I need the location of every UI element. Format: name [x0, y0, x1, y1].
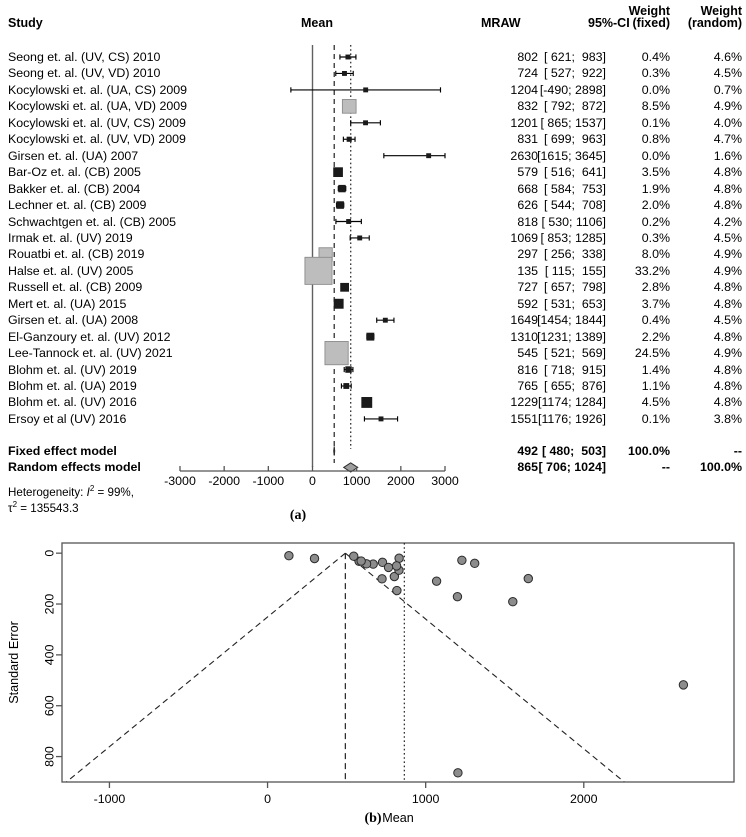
forest-row-ci: [ 621; 983] [543, 50, 606, 64]
forest-row-weight-random: 4.9% [713, 263, 742, 278]
forest-row-study-label: Blohm et. al. (UV) 2016 [8, 395, 137, 410]
forest-row-study-label: Kocylowski et. al. (UA, CS) 2009 [8, 82, 188, 97]
forest-row-estimate [337, 202, 344, 209]
forest-row-weight-fixed: 0.8% [641, 132, 670, 147]
forest-row-ci: [ 516; 641] [543, 165, 606, 180]
funnel-y-axis-title: Standard Error [7, 621, 21, 704]
forest-summary-ci: [ 706; 1024] [538, 460, 606, 475]
forest-summary-diamond [334, 446, 335, 455]
forest-axis-tick-label: -3000 [164, 474, 196, 489]
forest-row-ci: [1454; 1844] [537, 313, 606, 328]
funnel-data-point [393, 586, 401, 594]
forest-row-mraw: 1649 [510, 313, 538, 328]
funnel-x-axis-title: Mean [382, 811, 414, 825]
funnel-data-point [350, 552, 358, 560]
forest-row-mraw: 727 [517, 280, 538, 295]
forest-row-estimate [325, 341, 348, 364]
forest-row-ci: [1615; 3645] [537, 148, 606, 163]
forest-row-study-label: Girsen et. al. (UA) 2007 [8, 148, 139, 163]
forest-row-weight-random: 4.8% [713, 395, 742, 410]
forest-row-mraw: 592 [517, 296, 538, 311]
forest-row-weight-fixed: 0.2% [641, 214, 670, 229]
forest-row-mraw: 832 [517, 99, 538, 114]
forest-row-study-label: Schwachtgen et. al. (CB) 2005 [8, 214, 177, 229]
forest-row-weight-random: 4.8% [713, 379, 742, 393]
forest-row-estimate [341, 383, 351, 388]
forest-row-mraw: 1069 [510, 230, 538, 245]
forest-row-weight-fixed: 0.0% [641, 148, 670, 163]
forest-row-weight-fixed: 2.2% [641, 329, 670, 344]
forest-row-mraw: 579 [517, 165, 538, 180]
funnel-data-point [378, 575, 386, 583]
forest-row-weight-fixed: 33.2% [634, 263, 670, 278]
forest-row-weight-random: 4.9% [713, 247, 742, 262]
funnel-right-bound [345, 553, 624, 782]
forest-row-ci: [1174; 1284] [538, 395, 606, 410]
forest-summary-weight-random: 100.0% [699, 460, 742, 475]
panel-a-caption: (a) [289, 508, 307, 523]
forest-row-weight-fixed: 0.4% [641, 50, 670, 64]
i-squared-symbol: I [86, 485, 90, 499]
forest-row-estimate [362, 397, 372, 407]
column-header-study: Study [8, 16, 43, 30]
forest-row-study-label: Russell et. al. (CB) 2009 [8, 280, 143, 295]
column-header-mraw: MRAW [481, 16, 521, 30]
forest-row-estimate [367, 333, 374, 340]
forest-row-estimate [351, 120, 381, 125]
forest-row-weight-random: 4.8% [713, 165, 742, 180]
column-header-weight-fixed-line1: Weight [628, 4, 670, 18]
funnel-data-point [310, 554, 318, 562]
forest-row-ci: [ 699; 963] [543, 132, 606, 147]
forest-row-study-label: Bar-Oz et. al. (CB) 2005 [8, 165, 141, 180]
forest-row-ci: [ 865; 1537] [540, 115, 606, 130]
forest-row-estimate [343, 137, 355, 142]
funnel-y-tick-label: 200 [42, 593, 57, 615]
forest-row-weight-random: 4.5% [713, 230, 742, 245]
forest-row-ci: [ 584; 753] [543, 181, 606, 196]
forest-row-weight-fixed: 8.0% [641, 247, 670, 262]
forest-row-weight-fixed: 0.3% [641, 230, 670, 245]
forest-row-mraw: 1229 [510, 395, 538, 410]
forest-row-mraw: 765 [517, 379, 538, 393]
funnel-data-point [392, 562, 400, 570]
forest-row-ci: [ 853; 1285] [540, 230, 606, 245]
forest-row-study-label: Kocylowski et. al. (UV, CS) 2009 [8, 115, 186, 130]
tau-symbol: τ [8, 501, 13, 515]
forest-row-estimate [305, 257, 332, 284]
forest-row-weight-random: 3.8% [713, 411, 742, 426]
forest-row-weight-random: 4.9% [713, 99, 742, 114]
tau-value: = 135543.3 [17, 501, 79, 515]
forest-row-study-label: Lee-Tannock et. al. (UV) 2021 [8, 346, 173, 361]
forest-row-weight-random: 4.8% [713, 181, 742, 196]
forest-row-estimate [342, 99, 356, 113]
forest-row-weight-random: 4.8% [713, 280, 742, 295]
forest-row-study-label: Lechner et. al. (CB) 2009 [8, 198, 147, 213]
forest-row-weight-fixed: 4.5% [641, 395, 670, 410]
forest-row-study-label: Blohm et. al. (UA) 2019 [8, 379, 137, 393]
column-header-mean: Mean [301, 16, 333, 30]
forest-row-estimate [377, 318, 394, 323]
forest-row-estimate [344, 367, 353, 373]
forest-row-mraw: 724 [517, 66, 538, 81]
forest-row-estimate [338, 185, 345, 191]
funnel-data-point [509, 598, 517, 606]
funnel-data-point [453, 592, 461, 600]
forest-row-weight-random: 4.5% [713, 313, 742, 328]
heterogeneity-prefix: Heterogeneity: [8, 485, 87, 499]
column-header-weight-random-line2: (random) [687, 16, 742, 30]
forest-row-weight-fixed: 0.1% [641, 115, 670, 130]
forest-row-mraw: 135 [517, 263, 538, 278]
forest-summary-weight-fixed: 100.0% [627, 443, 670, 458]
forest-row-ci: [ 531; 653] [543, 296, 606, 311]
funnel-plot-graphic [0, 535, 746, 837]
forest-row-study-label: Rouatbi et. al. (CB) 2019 [8, 247, 145, 262]
i-squared-exponent: 2 [89, 484, 95, 493]
forest-row-mraw: 1310 [510, 329, 538, 344]
forest-row-mraw: 668 [517, 181, 538, 196]
forest-axis-tick-label: -1000 [252, 474, 285, 489]
forest-row-study-label: Blohm et. al. (UV) 2019 [8, 362, 137, 377]
forest-row-weight-fixed: 1.4% [641, 362, 670, 377]
forest-row-ci: [ 521; 569] [543, 346, 606, 361]
forest-row-weight-random: 4.0% [713, 115, 742, 130]
funnel-data-point [679, 681, 687, 689]
forest-row-ci: [ 256; 338] [543, 247, 606, 262]
forest-row-weight-random: 4.8% [713, 296, 742, 311]
forest-row-weight-fixed: 1.1% [641, 379, 670, 393]
forest-row-ci: [ 544; 708] [543, 198, 606, 213]
forest-row-ci: [ 115; 155] [544, 263, 606, 278]
forest-row-weight-fixed: 2.0% [641, 198, 670, 213]
forest-row-mraw: 626 [517, 198, 538, 213]
forest-row-study-label: Halse et. al. (UV) 2005 [8, 263, 134, 278]
column-header-ci: 95%-CI [588, 16, 630, 30]
forest-row-study-label: Kocylowski et. al. (UA, VD) 2009 [8, 99, 188, 114]
forest-row-ci: [ 530; 1106] [541, 214, 606, 229]
forest-row-weight-fixed: 2.8% [641, 280, 670, 295]
forest-summary-mraw: 865 [517, 460, 538, 475]
forest-row-mraw: 818 [517, 214, 538, 229]
funnel-y-tick-label: 800 [42, 746, 57, 767]
forest-row-weight-fixed: 24.5% [634, 346, 670, 361]
forest-row-estimate [291, 87, 441, 92]
forest-summary-weight-fixed: -- [661, 460, 670, 475]
forest-row-study-label: Mert et. al. (UA) 2015 [8, 296, 127, 311]
forest-row-mraw: 802 [517, 50, 538, 64]
forest-row-weight-random: 4.5% [713, 66, 742, 81]
forest-row-study-label: Irmak et. al. (UV) 2019 [8, 230, 133, 245]
funnel-data-point [458, 556, 466, 564]
forest-row-study-label: Kocylowski et. al. (UV, VD) 2009 [8, 132, 186, 147]
forest-summary-label: Fixed effect model [8, 443, 117, 458]
forest-row-ci: [ 718; 915] [543, 362, 606, 377]
forest-row-estimate [350, 235, 369, 240]
funnel-y-tick-label: 600 [42, 695, 57, 717]
funnel-data-point [454, 769, 462, 777]
funnel-x-tick-label: -1000 [93, 792, 126, 806]
forest-row-ci: [ 655; 876] [543, 379, 606, 393]
funnel-x-tick-label: 0 [264, 792, 272, 806]
forest-row-estimate [341, 283, 349, 291]
forest-row-weight-fixed: 3.5% [641, 165, 670, 180]
funnel-y-tick-label: 400 [42, 644, 57, 666]
forest-summary-ci: [ 480; 503] [541, 443, 606, 458]
forest-row-weight-random: 4.2% [713, 214, 742, 229]
forest-row-study-label: Seong et. al. (UV, VD) 2010 [8, 66, 161, 81]
funnel-plot-panel [0, 535, 746, 837]
forest-row-mraw: 1551 [510, 411, 538, 426]
funnel-x-tick-label: 2000 [569, 792, 598, 806]
forest-row-weight-random: 4.8% [713, 329, 742, 344]
funnel-data-point [432, 577, 440, 585]
panel-b-caption: (b) [364, 811, 382, 826]
funnel-data-point [384, 563, 392, 571]
forest-row-estimate [340, 54, 356, 59]
funnel-data-point [357, 557, 365, 565]
forest-row-study-label: Seong et. al. (UV, CS) 2010 [8, 50, 161, 64]
funnel-x-tick-label: 1000 [411, 792, 440, 806]
forest-axis-tick-label: 3000 [431, 474, 459, 489]
forest-row-mraw: 2630 [510, 148, 538, 163]
forest-row-weight-fixed: 1.9% [641, 181, 670, 196]
forest-axis-tick-label: 0 [309, 474, 316, 489]
forest-row-mraw: 545 [517, 346, 538, 361]
forest-row-mraw: 1204 [510, 82, 538, 97]
forest-axis-tick-label: 2000 [387, 474, 415, 489]
forest-row-ci: [ 792; 872] [543, 99, 606, 114]
forest-row-weight-random: 1.6% [713, 148, 742, 163]
forest-row-weight-random: 4.8% [713, 362, 742, 377]
forest-row-study-label: Ersoy et al (UV) 2016 [8, 411, 127, 426]
forest-row-ci: [-490; 2898] [539, 82, 606, 97]
forest-row-weight-fixed: 3.7% [641, 296, 670, 311]
forest-row-weight-fixed: 0.1% [641, 411, 670, 426]
forest-row-weight-random: 4.6% [713, 50, 742, 64]
forest-row-weight-random: 0.7% [713, 82, 742, 97]
forest-row-ci: [1231; 1389] [537, 329, 606, 344]
forest-row-ci: [ 527; 922] [543, 66, 606, 81]
funnel-data-point [524, 574, 532, 582]
forest-row-mraw: 816 [517, 362, 538, 377]
funnel-data-point [285, 552, 293, 560]
forest-row-weight-random: 4.8% [713, 198, 742, 213]
forest-row-study-label: El-Ganzoury et. al. (UV) 2012 [8, 329, 171, 344]
forest-row-weight-fixed: 0.3% [641, 66, 670, 81]
forest-row-weight-fixed: 0.4% [641, 313, 670, 328]
forest-summary-mraw: 492 [517, 443, 538, 458]
forest-row-weight-random: 4.9% [713, 346, 742, 361]
tau-exponent: 2 [12, 500, 18, 509]
forest-row-ci: [ 657; 798] [543, 280, 606, 295]
forest-row-weight-fixed: 0.0% [641, 82, 670, 97]
funnel-data-point [470, 559, 478, 567]
forest-row-estimate [334, 168, 343, 177]
forest-row-weight-fixed: 8.5% [641, 99, 670, 114]
forest-row-estimate [336, 219, 361, 224]
forest-summary-label: Random effects model [8, 460, 141, 475]
funnel-data-point [395, 554, 403, 562]
forest-row-ci: [1176; 1926] [538, 411, 606, 426]
forest-row-estimate [334, 299, 343, 308]
forest-row-mraw: 297 [517, 247, 538, 262]
forest-row-study-label: Bakker et. al. (CB) 2004 [8, 181, 141, 196]
i-squared-value: = 99%, [94, 485, 134, 499]
forest-row-estimate [364, 416, 397, 421]
forest-row-estimate [384, 153, 445, 158]
column-header-weight-random-line1: Weight [700, 4, 742, 18]
forest-row-mraw: 831 [517, 132, 538, 147]
column-header-weight-fixed-line2: (fixed) [632, 16, 670, 30]
forest-row-mraw: 1201 [510, 115, 538, 130]
forest-summary-weight-random: -- [733, 443, 742, 458]
forest-axis-tick-label: 1000 [342, 474, 371, 489]
funnel-left-bound [66, 553, 345, 782]
forest-row-study-label: Girsen et. al. (UA) 2008 [8, 313, 139, 328]
forest-axis-tick-label: -2000 [208, 474, 241, 489]
funnel-y-tick-label: 0 [42, 549, 57, 557]
forest-row-weight-random: 4.7% [713, 132, 742, 147]
